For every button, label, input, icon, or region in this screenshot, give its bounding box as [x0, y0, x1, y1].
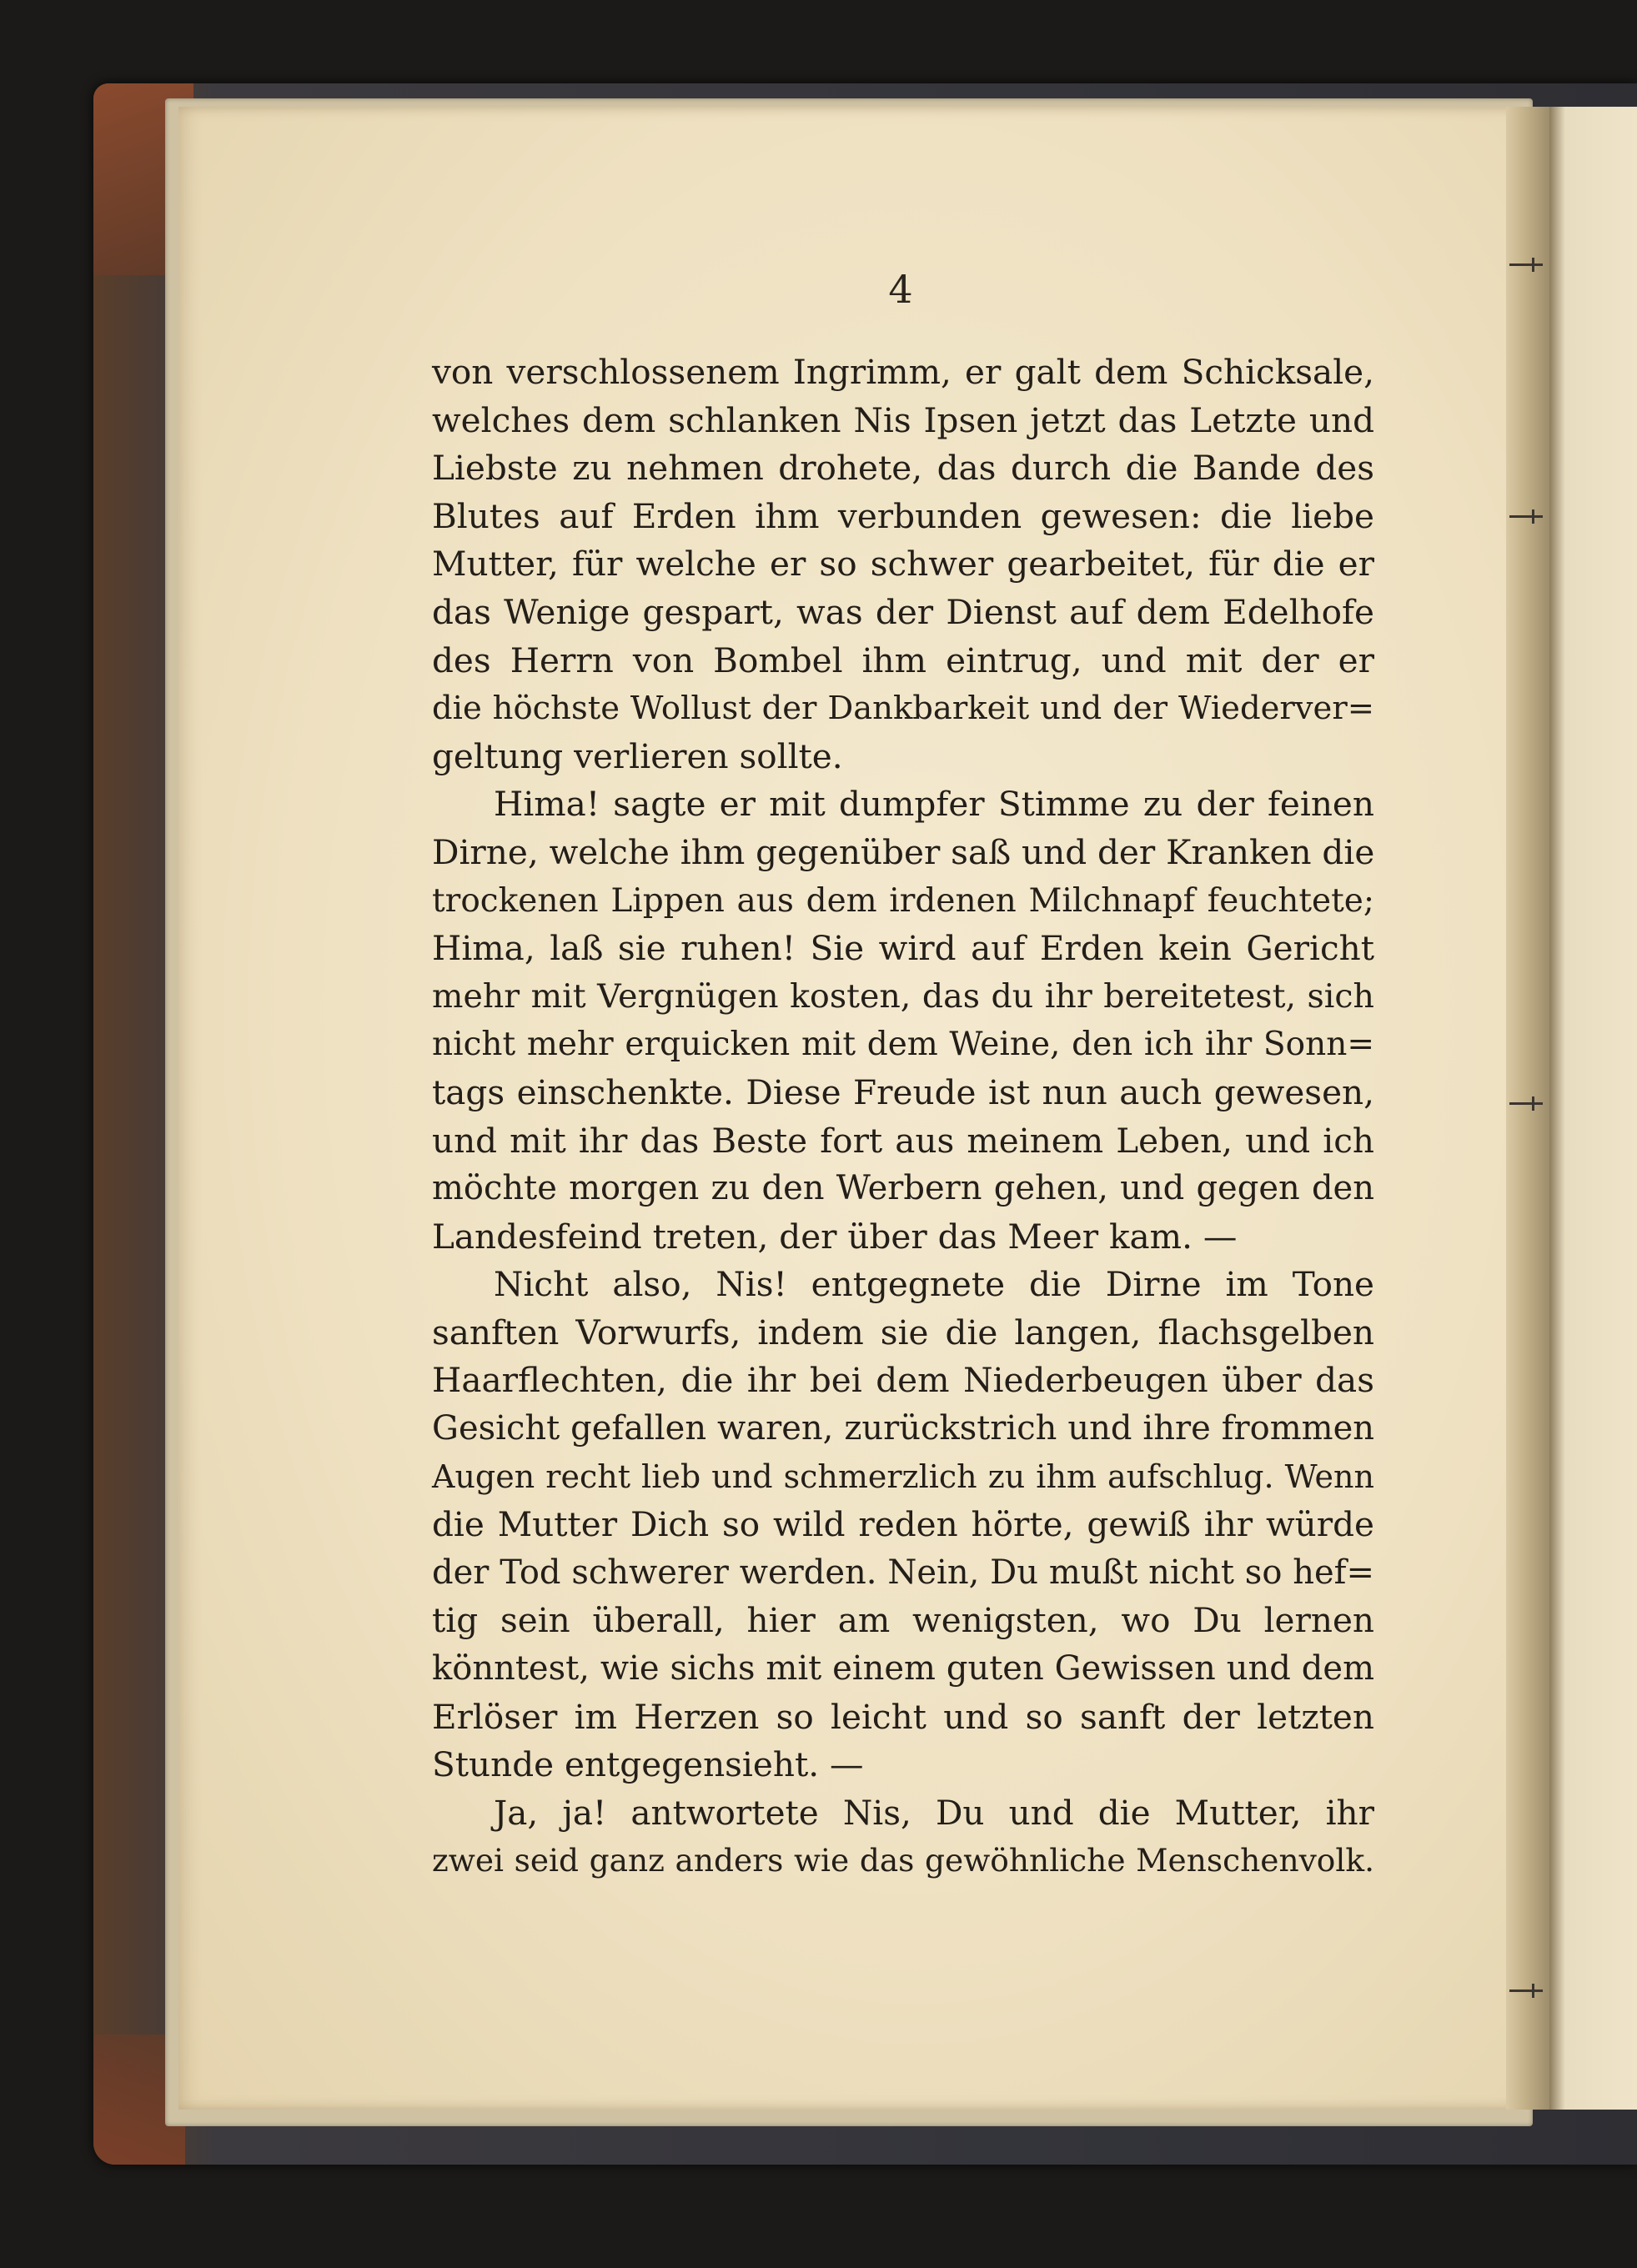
- binding-thread-mark: [1509, 1102, 1543, 1105]
- text-line: Ja, ja! antwortete Nis, Du und die Mutter, ihr: [494, 1792, 1374, 1833]
- body-text: [432, 349, 1374, 1885]
- text-line: welches dem schlanken Nis Ipsen jetzt das Letzte und: [432, 399, 1374, 440]
- text-line: Augen recht lieb und schmerzlich zu ihm aufschlug. Wenn: [432, 1458, 1374, 1495]
- text-line: des Herrn von Bombel ihm eintrug, und mit der er: [432, 640, 1374, 680]
- binding-thread-mark: [1509, 515, 1543, 518]
- text-line: Mutter, für welche er so schwer gearbeitet, für die er: [432, 544, 1374, 585]
- text-line: der Tod schwerer werden. Nein, Du mußt nicht so hef=: [432, 1553, 1374, 1592]
- text-line: Hima, laß sie ruhen! Sie wird auf Erden kein Gericht: [432, 928, 1374, 969]
- text-line: trockenen Lippen aus dem irdenen Milchnapf feuchtete;: [432, 881, 1374, 920]
- text-line: die Mutter Dich so wild reden hörte, gewiß ihr würde: [432, 1504, 1374, 1545]
- text-line: von verschlossenem Ingrimm, er galt dem Schicksale,: [432, 352, 1374, 392]
- paragraph: [432, 780, 1374, 1261]
- text-line: nicht mehr erquicken mit dem Weine, den ich ihr Sonn=: [432, 1026, 1374, 1064]
- text-line: Erlöser im Herzen so leicht und so sanft der letzten: [432, 1696, 1374, 1737]
- text-line: Nicht also, Nis! entgegnete die Dirne im Tone: [494, 1264, 1374, 1305]
- binding-thread-mark: [1509, 1990, 1543, 1992]
- text-line: Landesfeind treten, der über das Meer kam. —: [432, 1216, 1238, 1257]
- text-line: möchte morgen zu den Werbern gehen, und gegen den: [432, 1169, 1374, 1208]
- paragraph: [432, 349, 1374, 780]
- text-line: mehr mit Vergnügen kosten, das du ihr bereitetest, sich: [432, 976, 1374, 1016]
- paragraph: [432, 1789, 1374, 1885]
- text-line: Liebste zu nehmen drohete, das durch die Bande des: [432, 448, 1374, 489]
- text-line: das Wenige gespart, was der Dienst auf dem Edelhofe: [432, 591, 1374, 632]
- text-line: Dirne, welche ihm gegenüber saß und der Kranken die: [432, 831, 1375, 872]
- text-line: Stunde entgegensieht. —: [432, 1744, 864, 1785]
- binding-thread-mark: [1509, 263, 1543, 266]
- text-line: Gesicht gefallen waren, zurückstrich und ihre frommen: [432, 1409, 1374, 1448]
- text-line: Hima! sagte er mit dumpfer Stimme zu der feinen: [494, 784, 1374, 825]
- text-line: und mit ihr das Beste fort aus meinem Leben, und ich: [432, 1120, 1374, 1161]
- book-gutter: [1506, 107, 1549, 2110]
- text-line: tig sein überall, hier am wenigsten, wo Du lernen: [432, 1600, 1374, 1641]
- text-line: Haarflechten, die ihr bei dem Niederbeugen über das: [432, 1360, 1374, 1401]
- facing-page-edge: [1549, 107, 1637, 2110]
- text-line: Blutes auf Erden ihm verbunden gewesen: die liebe: [432, 495, 1374, 536]
- text-line: könntest, wie sichs mit einem guten Gewissen und dem: [432, 1649, 1374, 1688]
- text-line: sanften Vorwurfs, indem sie die langen, flachsgelben: [432, 1312, 1374, 1352]
- text-line: die höchste Wollust der Dankbarkeit und der Wiederver=: [432, 690, 1374, 728]
- text-line: tags einschenkte. Diese Freude ist nun auch gewesen,: [432, 1071, 1374, 1112]
- text-line: zwei seid ganz anders wie das gewöhnliche Menschenvolk.: [432, 1842, 1374, 1879]
- page-number: 4: [888, 267, 913, 312]
- paragraph: [432, 1261, 1374, 1789]
- text-line: geltung verlieren sollte.: [432, 735, 843, 776]
